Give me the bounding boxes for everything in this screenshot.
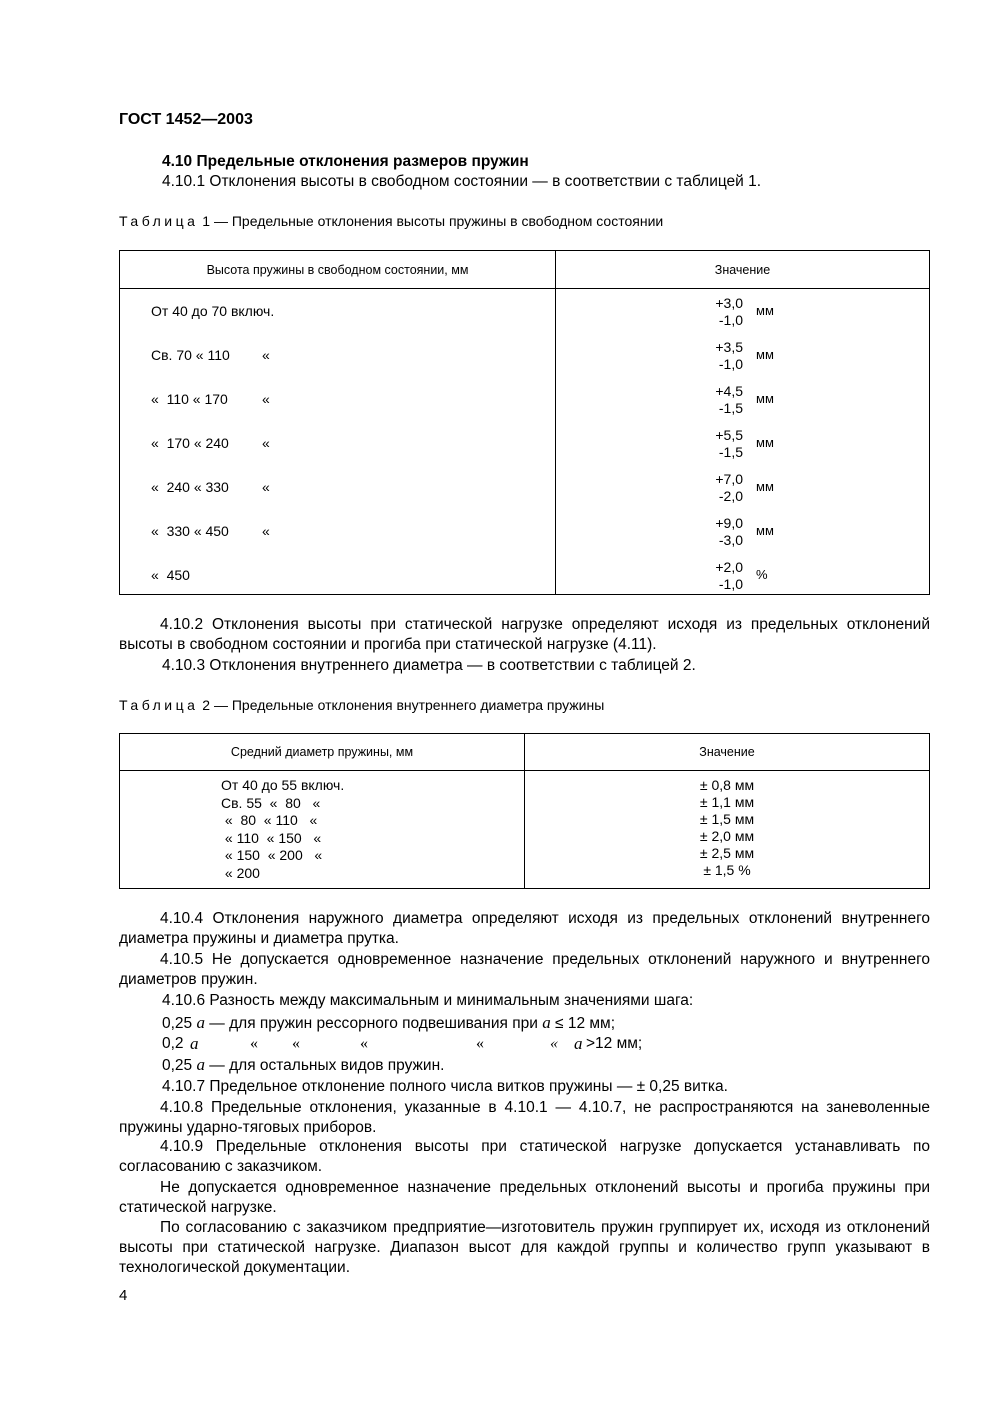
table2-value-column	[525, 771, 930, 889]
table1-row-value	[706, 385, 806, 421]
unit-label: мм	[756, 523, 774, 538]
variable-a: a	[196, 1013, 205, 1032]
table2-caption-word: Таблица	[119, 697, 199, 713]
lower-deviation: -1,0	[718, 356, 743, 372]
table1-col-height: Высота пружины в свободном состоянии, мм	[120, 251, 556, 289]
table2-row-diameter: « 150 « 200 «	[221, 847, 323, 863]
page-number: 4	[119, 1287, 128, 1304]
table1-row-value	[706, 517, 806, 553]
table1-header-row	[120, 251, 930, 289]
table1-height-column	[120, 289, 556, 595]
table2-diameter-column	[120, 771, 525, 889]
section-title: 4.10 Предельные отклонения размеров пружин	[162, 153, 529, 170]
table2-row-diameter: Св. 55 « 80 «	[221, 794, 321, 811]
table1-row-height: « 170 « 240 «	[151, 435, 270, 451]
table1-row-height: « 240 « 330 «	[151, 479, 270, 495]
paragraph-4-10-9: 4.10.9 Предельные отклонения высоты при статической нагрузке допускается устанавливать по согласованию с заказчиком.	[119, 1138, 930, 1175]
lower-deviation: -2,0	[718, 488, 743, 504]
table1-value-column	[556, 289, 930, 595]
table2-col-value: Значение	[525, 734, 930, 771]
table2-row-value: ± 2,5 мм	[699, 845, 755, 861]
step-line-2: 0,2 a « « « « « a >12 мм;	[162, 1034, 643, 1053]
table1-row-height: « 110 « 170 «	[151, 391, 270, 407]
step-line-1: 0,25 a — для пружин рессорного подвешивания при a ≤ 12 мм;	[162, 1013, 615, 1032]
table-2	[119, 733, 930, 889]
paragraph-4-10-5: 4.10.5 Не допускается одновременное назначение предельных отклонений наружного и внутреннего диаметров пружин.	[119, 951, 930, 988]
table2-row-value: ± 1,5 мм	[699, 811, 755, 827]
table2-row-diameter: « 80 « 110 «	[221, 812, 318, 828]
ditto-mark: «	[476, 1035, 484, 1052]
unit-label: мм	[756, 435, 774, 450]
unit-label: мм	[756, 391, 774, 406]
ditto-mark: «	[250, 1035, 258, 1052]
unit-label: мм	[756, 303, 774, 318]
variable-a: a	[190, 1034, 199, 1053]
variable-a: a	[196, 1055, 205, 1074]
table1-row-value	[706, 297, 806, 333]
table2-row-diameter: « 110 « 150 «	[221, 829, 322, 846]
table2-caption-text: 2 — Предельные отклонения внутреннего диаметра пружины	[202, 697, 605, 713]
table1-row-value	[706, 473, 806, 509]
table1-row-value	[706, 561, 806, 597]
upper-deviation: +9,0	[715, 515, 743, 531]
table2-col-diameter: Средний диаметр пружины, мм	[120, 734, 525, 771]
variable-a: a	[542, 1013, 551, 1032]
table2-row-diameter: От 40 до 55 включ.	[221, 777, 345, 793]
ditto-mark: «	[292, 1035, 300, 1052]
table2-row-diameter: « 200	[221, 864, 260, 881]
table2-row-value: ± 0,8 мм	[699, 777, 755, 793]
paragraph-4-10-6: 4.10.6 Разность между максимальным и минимальным значениями шага:	[162, 992, 694, 1009]
paragraph-grouping: По согласованию с заказчиком предприятие—изготовитель пружин группирует их, исходя из отклонений высоты при статической нагрузке. Диапазон высот для каждой группы и количество групп указывают в технологической документации.	[119, 1219, 930, 1276]
step-line-3: 0,25 a — для остальных видов пружин.	[162, 1055, 445, 1074]
table1-col-value: Значение	[556, 251, 930, 289]
ditto-mark: «	[550, 1035, 558, 1052]
paragraph-4-10-1: 4.10.1 Отклонения высоты в свободном состоянии — в соответствии с таблицей 1.	[162, 173, 762, 190]
lower-deviation: -1,0	[718, 312, 743, 328]
table1-row-height: Св. 70 « 110 «	[151, 347, 270, 363]
paragraph-4-10-3: 4.10.3 Отклонения внутреннего диаметра — в соответствии с таблицей 2.	[162, 657, 696, 674]
lower-deviation: -1,5	[718, 444, 743, 460]
ditto-mark: «	[360, 1035, 368, 1052]
variable-a: a	[574, 1034, 583, 1053]
table1-row-height: « 450	[151, 567, 190, 583]
unit-label: %	[756, 567, 768, 582]
table-1	[119, 250, 930, 595]
unit-label: мм	[756, 347, 774, 362]
upper-deviation: +2,0	[715, 559, 743, 575]
table2-header-row	[120, 734, 930, 771]
table1-row-value	[706, 429, 806, 465]
upper-deviation: +3,0	[715, 295, 743, 311]
paragraph-4-10-7: 4.10.7 Предельное отклонение полного числа витков пружины — ± 0,25 витка.	[162, 1078, 728, 1095]
unit-label: мм	[756, 479, 774, 494]
upper-deviation: +3,5	[715, 339, 743, 355]
table1-caption-word: Таблица	[119, 213, 199, 229]
paragraph-no-simultaneous: Не допускается одновременное назначение предельных отклонений высоты и прогиба пружины при статической нагрузке.	[119, 1179, 930, 1216]
upper-deviation: +4,5	[715, 383, 743, 399]
table1-row-value	[706, 341, 806, 377]
table1-caption	[119, 213, 663, 229]
table1-row-height: « 330 « 450 «	[151, 523, 270, 539]
document-header: ГОСТ 1452—2003	[119, 111, 253, 128]
lower-deviation: -1,5	[718, 400, 743, 416]
table2-row-value: ± 1,5 %	[703, 862, 751, 878]
paragraph-4-10-8: 4.10.8 Предельные отклонения, указанные в 4.10.1 — 4.10.7, не распространяются на заневоленные пружины ударно-тяговых приборов.	[119, 1099, 930, 1136]
lower-deviation: -3,0	[718, 532, 743, 548]
table2-row-value: ± 2,0 мм	[699, 828, 755, 844]
table2-caption	[119, 697, 604, 713]
table1-caption-text: 1 — Предельные отклонения высоты пружины в свободном состоянии	[202, 213, 664, 229]
upper-deviation: +5,5	[715, 427, 743, 443]
paragraph-4-10-4: 4.10.4 Отклонения наружного диаметра определяют исходя из предельных отклонений внутреннего диаметра пружины и диаметра прутка.	[119, 910, 930, 947]
upper-deviation: +7,0	[715, 471, 743, 487]
table2-row-value: ± 1,1 мм	[699, 794, 755, 810]
lower-deviation: -1,0	[718, 576, 743, 592]
paragraph-4-10-2: 4.10.2 Отклонения высоты при статической нагрузке определяют исходя из предельных отклонений высоты в свободном состоянии и прогиба при статической нагрузке (4.11).	[119, 616, 930, 653]
table1-row-height: От 40 до 70 включ.	[151, 303, 275, 319]
